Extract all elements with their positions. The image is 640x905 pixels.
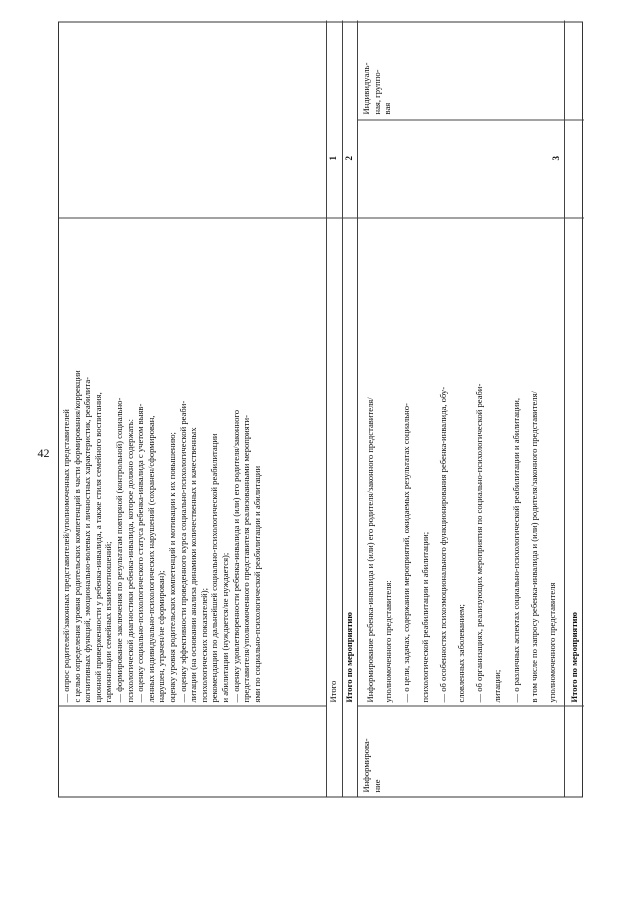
itogo-value: 1: [328, 155, 338, 160]
row-divider: [357, 20, 358, 796]
informirovanie-form: Индивидуаль- ная, группо- вая: [361, 62, 393, 114]
itogo-meropriyatie-label: Итого по мероприятию: [344, 611, 354, 702]
informirovanie-name: Информирова- ние: [361, 737, 382, 792]
itogo-label: Итого: [328, 680, 338, 702]
row-divider: [326, 20, 327, 796]
page-number: 42: [37, 445, 50, 460]
table: [58, 21, 583, 797]
row-divider: [564, 20, 565, 796]
col-divider: [357, 705, 584, 706]
informirovanie-text: Информирование ребенка-инвалида и (или) его родителя/законного представителя/ уполномоченного представителя: — о цели, задачах, содержании мероприятий, ожидаемых результатах социально- психологической реабилитации и абилитации; — об особенностях психоэмоционального функционирования ребенка-инвалида, обу- словленных заболеванием; — об организациях, реализующих мероприятия по социально-психологической реаби- литации; — о различных аспектах социально-психологической реабилитации и абилитации, в том числе по запросу ребенка-инвалида и (или) родителя/законного представителя/ уполномоченного представителя: [365, 383, 558, 702]
diagnostics-text: — опрос родителей/законных представителей/уполномоченных представителей с целью определения уровня родительских компетенций в части формирования/коррекции когнитивных функций, эмоционально-волевых и личностных характеристик, реабилита- ционной приверженности у ребенка-инвалида, а также стиля семейного воспитания, гармонизации семейных взаимоотношений; — формирование заключения по результатам повторной (контрольной) социально- психологической диагностики ребенка-инвалида, которое должно содержать: — оценку социально-психологического статуса ребенка-инвалида с учетом выяв- ленных индивидуально-психологических нарушений (сохранен/сформирован, нарушен, утрачен/не сформирован); оценку уровня родительских компетенций и мотивации к их повышению; — оценку эффективности проведенного курса социально-психологической реаби- литации (на основании анализа динамики количественных и качественных психологических показателей); рекомендации по дальнейшей социально-психологической реабилитации и абилитации (нуждается/не нуждается); — оценку удовлетворенности ребенка-инвалида и (или) его родителя/законного представителя/уполномоченного представителя реализованными мероприяти- ями по социально-психологической реабилитации и абилитации: [61, 369, 262, 702]
itogo-meropriyatie-value: 2: [344, 155, 354, 160]
col-divider: [357, 119, 584, 120]
row-divider: [342, 20, 343, 796]
itogo-meropriyatie-2-label: Итого по мероприятию: [569, 611, 579, 702]
col-divider: [59, 217, 584, 218]
informirovanie-value: 3: [551, 155, 561, 160]
col-divider: [59, 705, 326, 706]
